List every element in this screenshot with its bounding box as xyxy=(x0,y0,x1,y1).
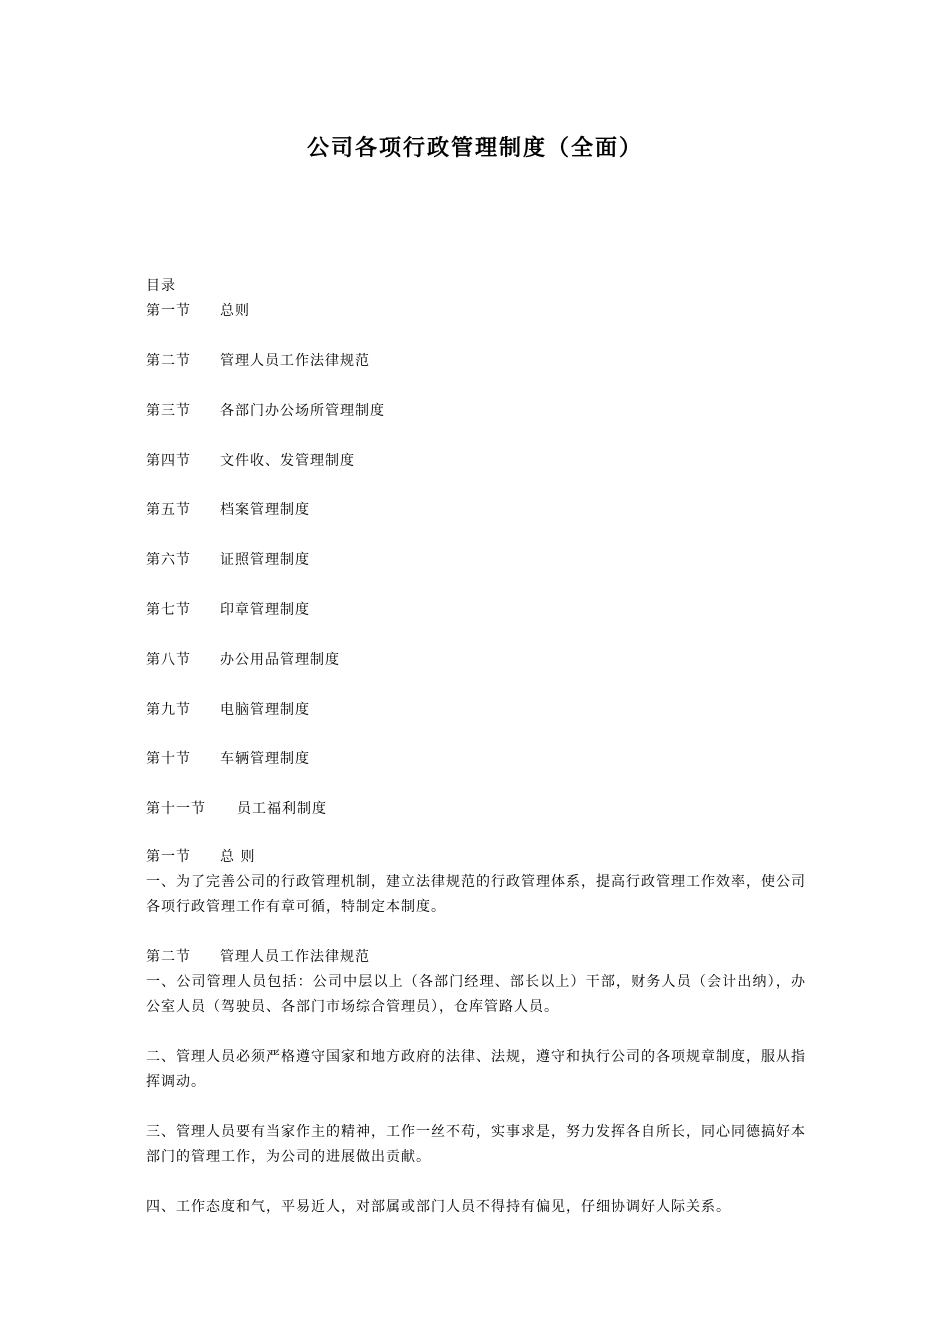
toc-item-number: 第八节 xyxy=(146,652,191,668)
section-number: 第一节 xyxy=(146,849,191,865)
toc-item-label: 各部门办公场所管理制度 xyxy=(220,403,385,419)
toc-item-number: 第二节 xyxy=(146,353,191,369)
toc-item-label: 车辆管理制度 xyxy=(220,751,310,767)
toc-item-number: 第三节 xyxy=(146,403,191,419)
toc-item-label: 文件收、发管理制度 xyxy=(220,453,355,469)
paragraph: 四、工作态度和气，平易近人，对部属或部门人员不得持有偏见，仔细协调好人际关系。 xyxy=(146,1199,731,1215)
toc-item-number: 第六节 xyxy=(146,552,191,568)
section-2-paragraph xyxy=(146,1195,806,1220)
section-2-paragraph xyxy=(146,1120,806,1170)
toc-item-number: 第十节 xyxy=(146,751,191,767)
section-2 xyxy=(146,945,806,1020)
paragraph: 一、为了完善公司的行政管理机制，建立法律规范的行政管理体系，提高行政管理工作效率，使公司各项行政管理工作有章可循，特制定本制度。 xyxy=(146,874,806,915)
toc-item xyxy=(146,300,250,320)
toc-item-label: 员工福利制度 xyxy=(237,801,327,817)
toc-item xyxy=(146,549,310,569)
toc-item-number: 第七节 xyxy=(146,602,191,618)
paragraph: 二、管理人员必须严格遵守国家和地方政府的法律、法规，遵守和执行公司的各项规章制度，服从指挥调动。 xyxy=(146,1049,806,1090)
toc-item-number: 第五节 xyxy=(146,502,191,518)
toc-item-label: 印章管理制度 xyxy=(220,602,310,618)
toc-item xyxy=(146,350,370,370)
toc-item xyxy=(146,748,310,768)
toc-item xyxy=(146,699,310,719)
toc-item xyxy=(146,400,385,420)
section-heading xyxy=(146,845,806,870)
paragraph: 一、公司管理人员包括：公司中层以上（各部门经理、部长以上）干部，财务人员（会计出纳），办公室人员（驾驶员、各部门市场综合管理员），仓库管路人员。 xyxy=(146,974,806,1015)
section-title: 总 则 xyxy=(220,849,256,865)
toc-item-label: 管理人员工作法律规范 xyxy=(220,353,370,369)
toc-item-number: 第四节 xyxy=(146,453,191,469)
toc-item xyxy=(146,450,355,470)
toc-item-number: 第一节 xyxy=(146,303,191,319)
toc-item xyxy=(146,499,310,519)
toc-item xyxy=(146,649,340,669)
section-1 xyxy=(146,845,806,920)
section-2-paragraph xyxy=(146,1045,806,1095)
section-heading xyxy=(146,945,806,970)
toc-item xyxy=(146,599,310,619)
toc-item-number: 第十一节 xyxy=(146,801,206,817)
toc-item xyxy=(146,798,327,818)
toc-heading: 目录 xyxy=(146,278,176,294)
toc-item-label: 电脑管理制度 xyxy=(220,702,310,718)
section-title: 管理人员工作法律规范 xyxy=(220,949,370,965)
toc-item-number: 第九节 xyxy=(146,702,191,718)
toc-item-label: 总则 xyxy=(220,303,250,319)
paragraph: 三、管理人员要有当家作主的精神，工作一丝不苟，实事求是，努力发挥各自所长，同心同德搞好本部门的管理工作，为公司的进展做出贡献。 xyxy=(146,1124,806,1165)
section-number: 第二节 xyxy=(146,949,191,965)
toc-item-label: 证照管理制度 xyxy=(220,552,310,568)
toc-item-label: 档案管理制度 xyxy=(220,502,310,518)
document-title: 公司各项行政管理制度（全面） xyxy=(306,135,643,161)
toc-item-label: 办公用品管理制度 xyxy=(220,652,340,668)
